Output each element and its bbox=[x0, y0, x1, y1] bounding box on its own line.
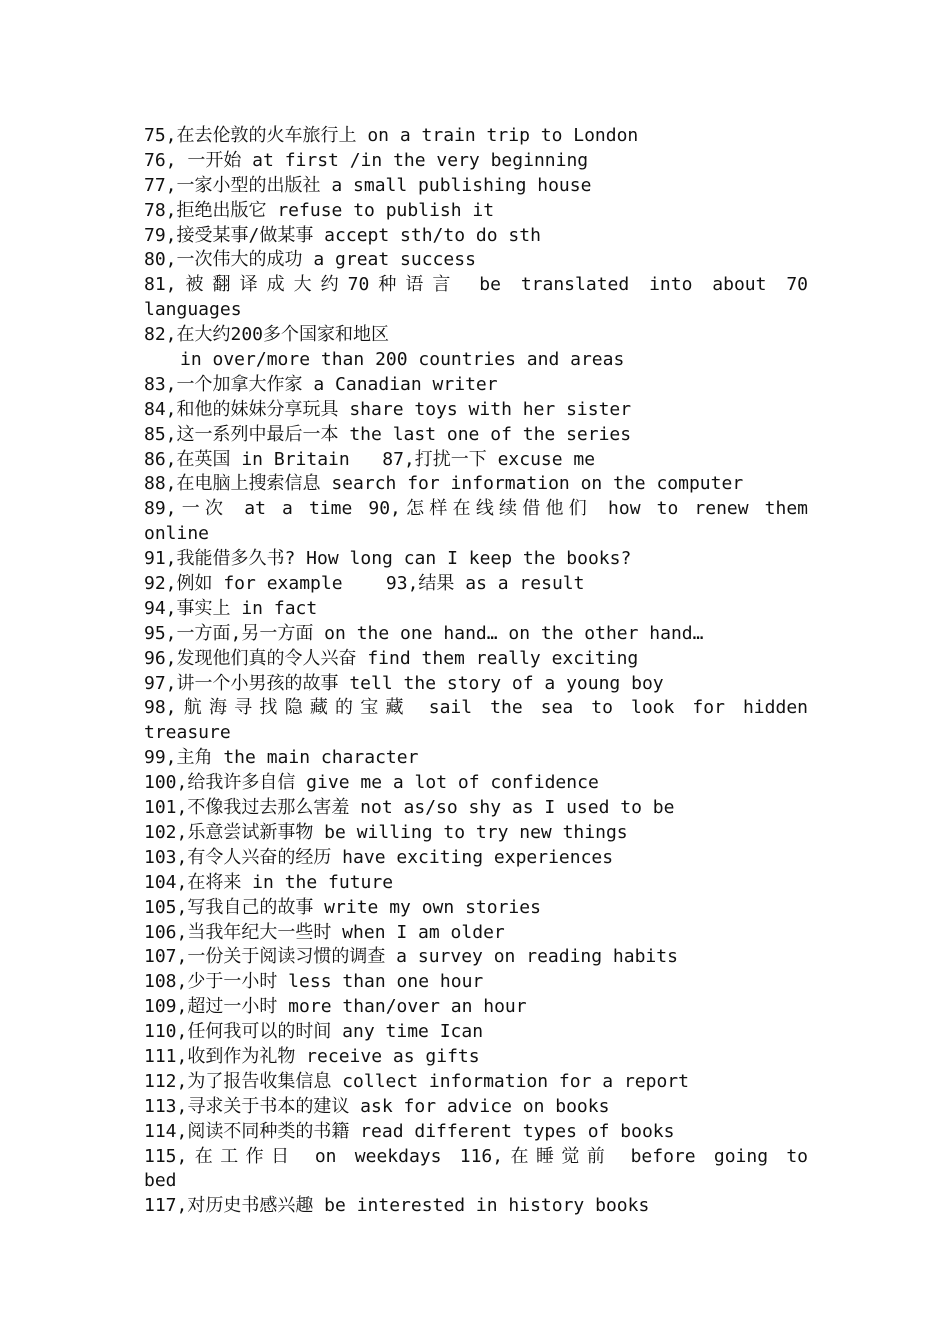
list-item: 109,超过一小时 more than/over an hour bbox=[144, 996, 527, 1018]
list-item: 85,这一系列中最后一本 the last one of the series bbox=[144, 423, 632, 445]
list-item: 79,接受某事/做某事 accept sth/to do sth bbox=[144, 224, 541, 246]
list-item-continuation: treasure bbox=[144, 722, 231, 744]
list-item: 115,在工作日 on weekdays 116,在睡觉前 before going to bbox=[144, 1145, 808, 1167]
list-item: 112,为了报告收集信息 collect information for a report bbox=[144, 1070, 689, 1092]
list-item: 117,对历史书感兴趣 be interested in history books bbox=[144, 1195, 650, 1217]
list-item: 105,写我自己的故事 write my own stories bbox=[144, 896, 541, 918]
list-item: 76, 一开始 at first /in the very beginning bbox=[144, 149, 589, 171]
list-item: 92,例如 for example 93,结果 as a result bbox=[144, 573, 585, 595]
list-item: 82,在大约200多个国家和地区 bbox=[144, 324, 390, 346]
list-item: 84,和他的妹妹分享玩具 share toys with her sister bbox=[144, 398, 632, 420]
list-item: 106,当我年纪大一些时 when I am older bbox=[144, 921, 505, 943]
list-item: 80,一次伟大的成功 a great success bbox=[144, 249, 476, 271]
list-item: 88,在电脑上搜索信息 search for information on the computer bbox=[144, 473, 744, 495]
list-item: 77,一家小型的出版社 a small publishing house bbox=[144, 174, 592, 196]
list-item-continuation: in over/more than 200 countries and areas bbox=[180, 349, 625, 371]
list-item: 95,一方面,另一方面 on the one hand… on the other hand… bbox=[144, 622, 704, 644]
list-item: 102,乐意尝试新事物 be willing to try new things bbox=[144, 821, 628, 843]
list-item-continuation: languages bbox=[144, 299, 242, 321]
list-item: 81,被翻译成大约70种语言 be translated into about 70 bbox=[144, 274, 808, 296]
list-item: 94,事实上 in fact bbox=[144, 597, 318, 619]
list-item: 96,发现他们真的令人兴奋 find them really exciting bbox=[144, 647, 639, 669]
list-item: 108,少于一小时 less than one hour bbox=[144, 971, 484, 993]
list-item: 113,寻求关于书本的建议 ask for advice on books bbox=[144, 1095, 610, 1117]
vocabulary-list bbox=[144, 124, 808, 1219]
list-item: 97,讲一个小男孩的故事 tell the story of a young boy bbox=[144, 672, 664, 694]
list-item: 83,一个加拿大作家 a Canadian writer bbox=[144, 373, 498, 395]
list-item: 99,主角 the main character bbox=[144, 747, 419, 769]
list-item: 86,在英国 in Britain 87,打扰一下 excuse me bbox=[144, 448, 596, 470]
list-item: 114,阅读不同种类的书籍 read different types of books bbox=[144, 1120, 675, 1142]
list-item-continuation: online bbox=[144, 523, 210, 545]
list-item: 89,一次 at a time 90,怎样在线续借他们 how to renew them bbox=[144, 498, 808, 520]
list-item: 98,航海寻找隐藏的宝藏 sail the sea to look for hidden bbox=[144, 697, 808, 719]
list-item: 111,收到作为礼物 receive as gifts bbox=[144, 1045, 480, 1067]
list-item: 104,在将来 in the future bbox=[144, 871, 394, 893]
list-item: 75,在去伦敦的火车旅行上 on a train trip to London bbox=[144, 125, 639, 146]
list-item: 100,给我许多自信 give me a lot of confidence bbox=[144, 772, 599, 794]
list-item: 103,有令人兴奋的经历 have exciting experiences bbox=[144, 846, 614, 868]
list-item-continuation: bed bbox=[144, 1170, 177, 1192]
list-item: 101,不像我过去那么害羞 not as/so shy as I used to be bbox=[144, 797, 675, 819]
list-item: 107,一份关于阅读习惯的调查 a survey on reading habits bbox=[144, 946, 678, 968]
list-item: 110,任何我可以的时间 any time Ican bbox=[144, 1021, 484, 1043]
list-item: 78,拒绝出版它 refuse to publish it bbox=[144, 199, 495, 221]
list-item: 91,我能借多久书? How long can I keep the books? bbox=[144, 548, 632, 570]
